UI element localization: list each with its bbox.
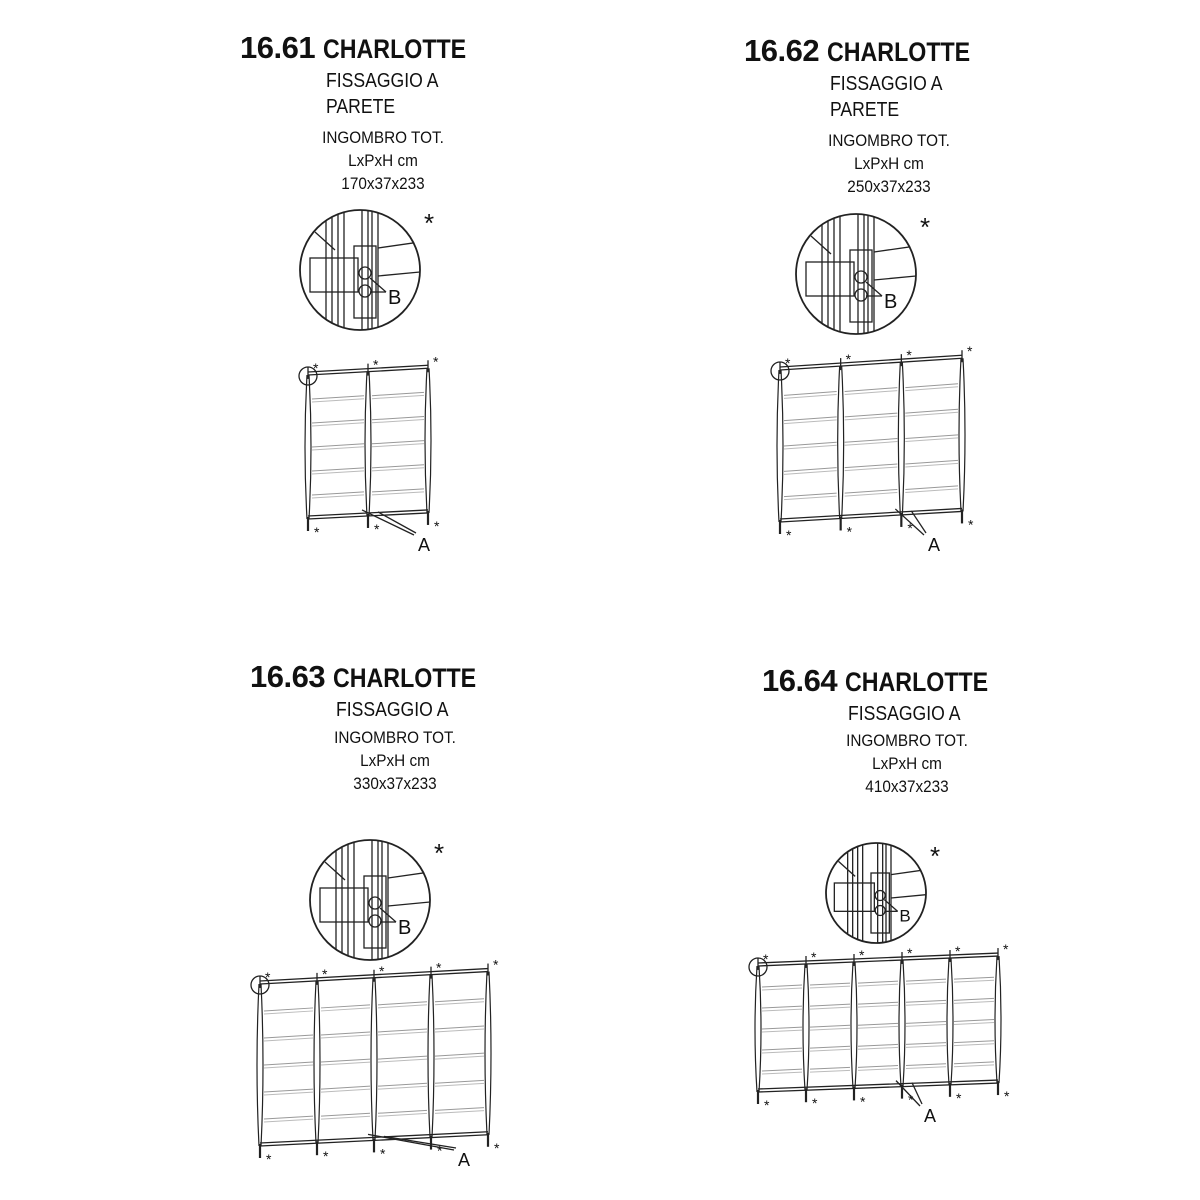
- fixing-text: [848, 701, 960, 727]
- fixing-line-1: FISSAGGIO A: [848, 703, 961, 725]
- asterisk-mark: *: [493, 956, 499, 973]
- asterisk-mark: *: [811, 949, 817, 966]
- shelf: [321, 1113, 370, 1116]
- dims-value: 410x37x233: [865, 777, 949, 796]
- asterisk-mark: *: [908, 1091, 914, 1108]
- shelf: [954, 1020, 994, 1022]
- shelf-edge: [264, 1092, 313, 1095]
- shelf: [858, 1002, 898, 1004]
- dims-unit: LxPxH cm: [872, 754, 942, 773]
- label-a: A: [924, 1106, 937, 1126]
- shelf-edge: [762, 1009, 802, 1011]
- shelf-edge: [372, 492, 424, 495]
- upright-post: [995, 956, 1001, 1083]
- shelf-edge: [378, 1005, 427, 1008]
- top-rail: [780, 358, 962, 370]
- upright-post: [959, 358, 965, 511]
- shelf: [906, 1000, 946, 1002]
- shelf-edge: [264, 1065, 313, 1068]
- asterisk-mark: *: [920, 212, 931, 242]
- shelf: [435, 1108, 484, 1111]
- dims-label: INGOMBRO TOT.: [846, 731, 968, 750]
- shelf: [378, 1002, 427, 1005]
- shelf: [954, 1062, 994, 1064]
- shelf: [372, 465, 424, 468]
- upright-post: [898, 362, 904, 515]
- shelf: [312, 420, 364, 423]
- dims-label: INGOMBRO TOT.: [334, 728, 456, 747]
- shelf-edge: [954, 980, 994, 982]
- asterisk-mark: *: [846, 523, 853, 540]
- product-code: 16.63: [250, 659, 326, 694]
- shelf-edge: [858, 1026, 898, 1028]
- dims-label: INGOMBRO TOT.: [828, 131, 950, 150]
- upright-post: [803, 964, 809, 1090]
- upright-post: [305, 375, 311, 519]
- shelf: [312, 444, 364, 447]
- shelf: [321, 1086, 370, 1089]
- asterisk-mark: *: [785, 355, 791, 371]
- shelf: [954, 998, 994, 1000]
- asterisk-mark: *: [379, 962, 385, 979]
- shelf: [312, 468, 364, 471]
- shelf: [954, 1041, 994, 1043]
- shelf: [435, 999, 484, 1002]
- shelf-edge: [906, 1024, 946, 1026]
- shelf-elevation: [257, 964, 491, 1158]
- shelf-edge: [264, 1011, 313, 1014]
- asterisk-mark: *: [434, 517, 440, 534]
- shelf: [321, 1005, 370, 1008]
- shelf: [762, 1006, 802, 1008]
- shelf: [372, 489, 424, 492]
- shelf-edge: [858, 1069, 898, 1071]
- shelf-edge: [906, 1003, 946, 1005]
- shelf-edge: [312, 423, 364, 426]
- shelf-edge: [954, 1044, 994, 1046]
- upright-post: [777, 370, 783, 522]
- product-code: 16.61: [240, 30, 316, 65]
- asterisk-mark: *: [763, 951, 769, 967]
- shelf-edge: [810, 1007, 850, 1009]
- shelf-edge: [858, 1005, 898, 1007]
- asterisk-mark: *: [434, 838, 445, 868]
- shelf-elevation: [755, 948, 1001, 1104]
- shelf: [264, 1116, 313, 1119]
- shelf-edge: [762, 988, 802, 990]
- dims-unit: LxPxH cm: [348, 151, 418, 170]
- shelf: [762, 1027, 802, 1029]
- shelf-edge: [264, 1119, 313, 1122]
- dims-label: INGOMBRO TOT.: [322, 128, 444, 147]
- shelf: [762, 1048, 802, 1050]
- shelf-edge: [810, 1028, 850, 1030]
- shelf: [264, 1035, 313, 1038]
- shelf-edge: [372, 420, 424, 423]
- shelf-edge: [906, 982, 946, 984]
- shelf-edge: [954, 1001, 994, 1003]
- shelf: [264, 1008, 313, 1011]
- label-a: A: [418, 535, 431, 555]
- fixing-text: [326, 68, 438, 120]
- shelf-edge: [378, 1086, 427, 1089]
- upright-post: [365, 372, 371, 516]
- asterisk-mark: *: [1003, 941, 1009, 958]
- shelf: [435, 1080, 484, 1083]
- shelf-edge: [372, 468, 424, 471]
- asterisk-mark: *: [786, 527, 792, 543]
- product-title: [762, 663, 1012, 699]
- screw-icon: [369, 897, 381, 909]
- shelf: [810, 1067, 850, 1069]
- shelf: [378, 1110, 427, 1113]
- asterisk-mark: *: [314, 524, 320, 540]
- shelf-edge: [762, 1051, 802, 1053]
- shelf: [906, 1021, 946, 1023]
- shelf: [906, 1064, 946, 1066]
- shelf-elevation: [305, 360, 431, 531]
- shelf-edge: [762, 1072, 802, 1074]
- asterisk-mark: *: [930, 841, 941, 871]
- shelf: [810, 1046, 850, 1048]
- fixing-line-1: FISSAGGIO A: [830, 73, 943, 95]
- upright-post: [257, 984, 263, 1146]
- shelf: [264, 1089, 313, 1092]
- shelf-edge: [321, 1062, 370, 1065]
- asterisk-mark: *: [266, 1151, 272, 1167]
- asterisk-mark: *: [967, 343, 973, 360]
- dims-value: 250x37x233: [847, 177, 931, 196]
- upright-post: [838, 366, 844, 518]
- shelf-edge: [435, 1083, 484, 1086]
- shelf-edge: [321, 1116, 370, 1119]
- asterisk-mark: *: [494, 1139, 500, 1156]
- asterisk-mark: *: [845, 351, 852, 368]
- shelf: [954, 977, 994, 979]
- shelf-elevation: [777, 350, 965, 534]
- asterisk-mark: *: [906, 347, 912, 364]
- shelf-edge: [372, 395, 424, 398]
- asterisk-mark: *: [373, 356, 379, 373]
- label-b: B: [884, 291, 898, 313]
- dims-value: 330x37x233: [353, 774, 437, 793]
- shelf: [906, 979, 946, 981]
- asterisk-mark: *: [812, 1095, 818, 1112]
- screw-icon: [875, 906, 885, 916]
- shelf-edge: [378, 1113, 427, 1116]
- shelf: [858, 1044, 898, 1046]
- shelf-edge: [264, 1038, 313, 1041]
- dims-value: 170x37x233: [341, 174, 425, 193]
- fixing-line-2: PARETE: [830, 99, 900, 121]
- shelf: [858, 1023, 898, 1025]
- label-b: B: [899, 906, 911, 926]
- upright-post: [314, 981, 320, 1143]
- shelf-edge: [435, 1111, 484, 1114]
- product-title: [744, 33, 994, 69]
- product-name: CHARLOTTE: [323, 34, 467, 64]
- screw-icon: [855, 289, 867, 301]
- upright-post: [755, 966, 761, 1092]
- shelf: [372, 441, 424, 444]
- shelf: [906, 1043, 946, 1045]
- product-code: 16.64: [762, 663, 838, 698]
- asterisk-mark: *: [907, 945, 913, 962]
- screw-icon: [369, 915, 381, 927]
- fixing-line-1: FISSAGGIO A: [336, 699, 449, 721]
- product-name: CHARLOTTE: [845, 667, 989, 697]
- top-rail: [780, 355, 962, 367]
- shelf-edge: [954, 1023, 994, 1025]
- shelf: [378, 1029, 427, 1032]
- shelf-edge: [321, 1089, 370, 1092]
- shelf: [810, 1004, 850, 1006]
- asterisk-mark: *: [968, 516, 974, 533]
- asterisk-mark: *: [313, 360, 319, 376]
- shelf-edge: [954, 1065, 994, 1067]
- shelf-edge: [435, 1056, 484, 1059]
- asterisk-mark: *: [374, 520, 380, 537]
- shelf-edge: [435, 1029, 484, 1032]
- bottom-rail: [780, 508, 962, 519]
- screw-icon: [359, 285, 371, 297]
- asterisk-mark: *: [323, 1148, 329, 1165]
- upright-post: [425, 368, 431, 513]
- asterisk-mark: *: [859, 947, 865, 964]
- upright-post: [371, 978, 377, 1141]
- dims-unit: LxPxH cm: [360, 751, 430, 770]
- label-b: B: [388, 287, 402, 309]
- fixing-text: [830, 71, 942, 123]
- shelf-edge: [858, 984, 898, 986]
- product-title: [250, 659, 500, 695]
- shelf-edge: [372, 444, 424, 447]
- shelf: [372, 417, 424, 420]
- fixing-text: [336, 697, 448, 723]
- shelf: [858, 981, 898, 983]
- shelf-edge: [762, 1030, 802, 1032]
- shelf-edge: [312, 447, 364, 450]
- asterisk-mark: *: [860, 1093, 866, 1110]
- shelf-edge: [810, 1049, 850, 1051]
- asterisk-mark: *: [907, 519, 913, 536]
- dimensions-block: [316, 126, 451, 195]
- asterisk-mark: *: [437, 1142, 443, 1159]
- product-name: CHARLOTTE: [827, 37, 971, 67]
- shelf: [321, 1032, 370, 1035]
- screw-icon: [359, 267, 371, 279]
- shelf-edge: [858, 1047, 898, 1049]
- shelf: [762, 985, 802, 987]
- asterisk-mark: *: [956, 1089, 962, 1106]
- asterisk-mark: *: [322, 965, 328, 982]
- label-b: B: [398, 917, 412, 939]
- asterisk-mark: *: [380, 1145, 386, 1162]
- shelf-edge: [810, 1070, 850, 1072]
- fixing-line-1: FISSAGGIO A: [326, 70, 439, 92]
- asterisk-mark: *: [955, 943, 961, 960]
- asterisk-mark: *: [764, 1097, 770, 1113]
- shelf: [312, 396, 364, 399]
- upright-post: [485, 972, 491, 1135]
- upright-post: [899, 960, 905, 1087]
- shelf: [858, 1066, 898, 1068]
- shelf: [762, 1069, 802, 1071]
- shelf: [378, 1056, 427, 1059]
- shelf: [264, 1062, 313, 1065]
- shelf-edge: [810, 986, 850, 988]
- asterisk-mark: *: [1004, 1088, 1010, 1105]
- shelf: [810, 1025, 850, 1027]
- label-a: A: [928, 535, 941, 555]
- asterisk-mark: *: [424, 208, 435, 238]
- upright-post: [428, 975, 434, 1138]
- shelf: [435, 1026, 484, 1029]
- shelf-edge: [435, 1002, 484, 1005]
- shelf-edge: [312, 471, 364, 474]
- upright-post: [947, 958, 953, 1085]
- shelf: [810, 983, 850, 985]
- dims-unit: LxPxH cm: [854, 154, 924, 173]
- asterisk-mark: *: [436, 959, 442, 976]
- shelf-edge: [312, 495, 364, 498]
- upright-post: [851, 962, 857, 1088]
- dimensions-block: [840, 729, 975, 798]
- bottom-rail: [780, 511, 962, 522]
- dimensions-block: [822, 129, 957, 198]
- shelf: [321, 1059, 370, 1062]
- dimensions-block: [328, 726, 463, 795]
- shelf-edge: [312, 399, 364, 402]
- shelf: [312, 492, 364, 495]
- shelf-edge: [378, 1059, 427, 1062]
- shelf: [378, 1083, 427, 1086]
- product-code: 16.62: [744, 33, 820, 68]
- shelf-edge: [321, 1008, 370, 1011]
- shelf: [372, 392, 424, 395]
- asterisk-mark: *: [265, 969, 271, 985]
- asterisk-mark: *: [433, 353, 439, 370]
- shelf-edge: [906, 1046, 946, 1048]
- shelf: [435, 1053, 484, 1056]
- label-a: A: [458, 1150, 471, 1170]
- product-name: CHARLOTTE: [333, 663, 477, 693]
- screw-icon: [855, 271, 867, 283]
- shelf-edge: [378, 1032, 427, 1035]
- shelf-edge: [321, 1035, 370, 1038]
- shelf-edge: [906, 1067, 946, 1069]
- screw-icon: [875, 891, 885, 901]
- fixing-line-2: PARETE: [326, 96, 396, 118]
